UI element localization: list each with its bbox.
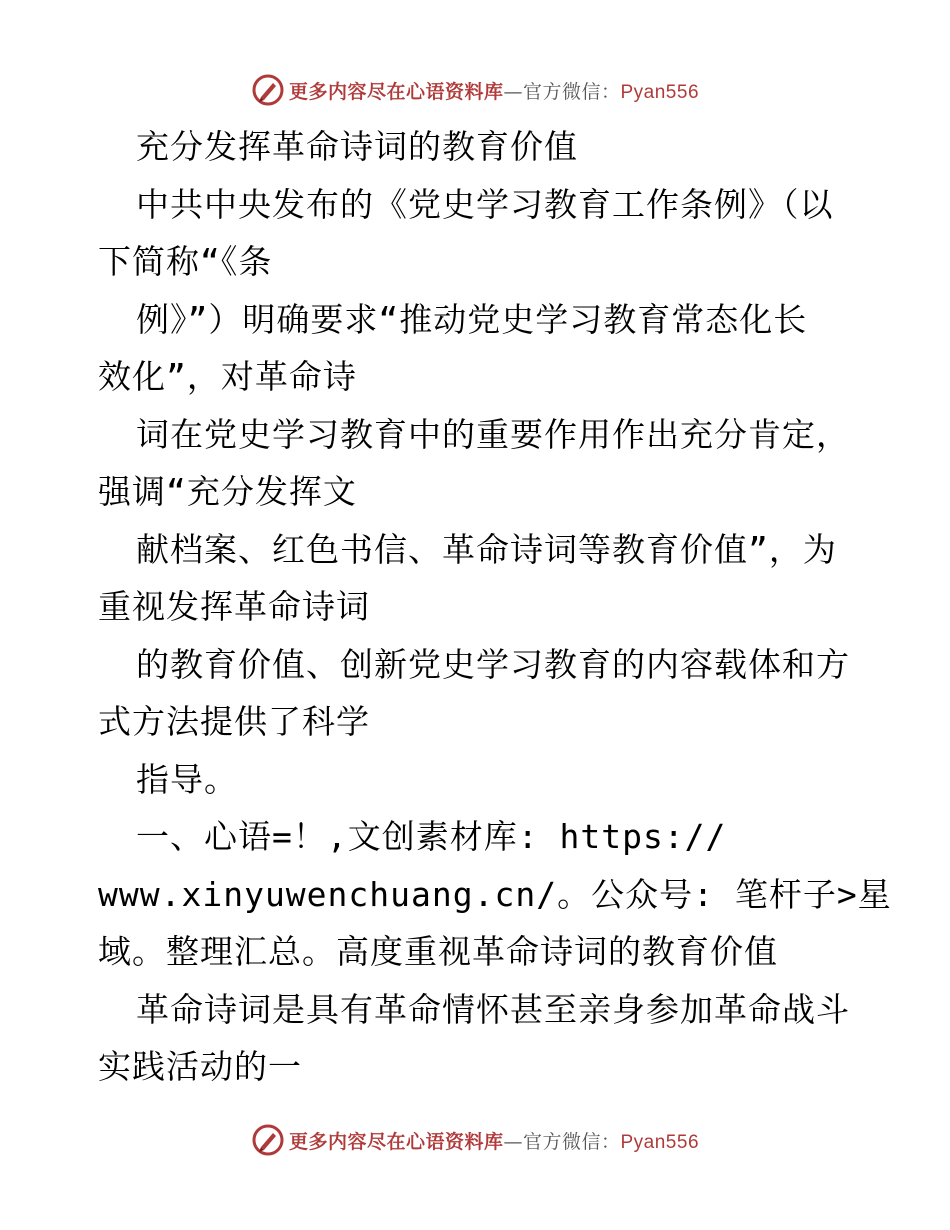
paragraph-line: 中共中央发布的《党史学习教育工作条例》（以 (136, 184, 834, 224)
footer-wechat-id: Pyan556 (620, 1131, 700, 1153)
paragraph-line: 献档案、红色书信、革命诗词等教育价值”，为 (136, 529, 837, 569)
footer-banner-text (289, 1127, 699, 1154)
header-wechat-id: Pyan556 (620, 81, 700, 103)
paragraph-line: 指导。 (136, 759, 238, 799)
header-banner-dash: — (503, 80, 523, 103)
document-body (98, 118, 892, 1096)
paragraph-line: 例》”）明确要求“推动党史学习教育常态化长 (136, 299, 808, 339)
paragraph-line: 一、心语=！,文创素材库: https:// (136, 817, 727, 856)
paragraph-line: 词在党史学习教育中的重要作用作出充分肯定， (136, 414, 850, 454)
header-wechat-label: 官方微信： (522, 80, 621, 103)
header-banner (0, 70, 950, 110)
footer-banner (0, 1120, 950, 1160)
paragraph-line: 实践活动的一 (98, 1047, 302, 1086)
paragraph-line: www.xinyuwenchuang.cn/。公众号: 笔杆子>星 (98, 874, 892, 914)
paragraph-line: 充分发挥革命诗词的教育价值 (136, 127, 578, 166)
paragraph-line: 下简称“《条 (98, 242, 273, 281)
paragraph-line: 强调“充分发挥文 (98, 472, 357, 511)
paragraph-line: 重视发挥革命诗词 (98, 587, 370, 626)
paragraph-line: 效化”，对革命诗 (98, 357, 357, 396)
footer-banner-dash: — (503, 1130, 523, 1153)
header-banner-text (289, 77, 699, 104)
pen-logo-icon (251, 1123, 285, 1157)
paragraph-line: 域。整理汇总。高度重视革命诗词的教育价值 (98, 932, 778, 971)
footer-banner-slogan: 更多内容尽在心语资料库 (288, 1130, 504, 1153)
header-banner-slogan: 更多内容尽在心语资料库 (288, 80, 504, 103)
paragraph-line: 式方法提供了科学 (98, 702, 370, 741)
paragraph-line: 革命诗词是具有革命情怀甚至亲身参加革命战斗 (136, 989, 850, 1029)
footer-wechat-label: 官方微信： (522, 1130, 621, 1153)
pen-logo-icon (251, 73, 285, 107)
paragraph-line: 的教育价值、创新党史学习教育的内容载体和方 (136, 644, 850, 684)
